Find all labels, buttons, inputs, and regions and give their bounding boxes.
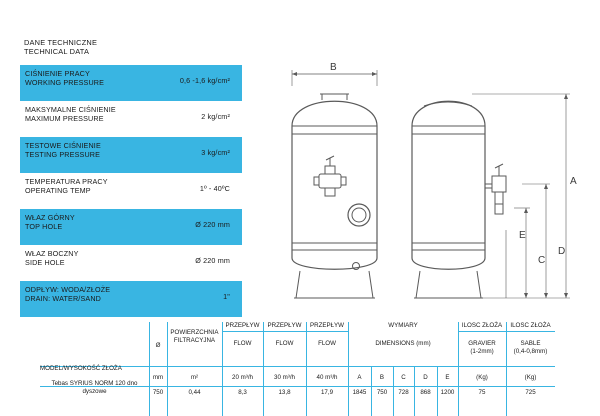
value-diameter: 750 — [152, 389, 164, 396]
value-flow3: 17,9 — [320, 389, 334, 396]
value-flow1: 8,3 — [238, 389, 247, 396]
spec-maximum-pressure — [20, 101, 242, 137]
value-sand: 725 — [525, 389, 536, 396]
model-name-line1: Tebas SYRIUS NORM 120 dno — [51, 380, 138, 387]
dimension-label-a: A — [570, 176, 577, 187]
spec-label-en: WORKING PRESSURE — [25, 78, 105, 87]
spec-list — [20, 65, 242, 317]
spec-value: 1º - 40ºC — [199, 184, 230, 193]
header-flow3-pl: PRZEPŁYW — [309, 322, 345, 329]
header-flow1-en: FLOW — [233, 340, 252, 347]
header-dimensions-en: DIMENSIONS (mm) — [375, 340, 431, 347]
value-dim-d: 868 — [420, 389, 431, 396]
dimension-lines — [472, 94, 570, 298]
header-sand-size: (0,4-0,8mm) — [513, 348, 548, 355]
spec-side-hole — [20, 245, 242, 281]
header-flow1-pl: PRZEPŁYW — [225, 322, 260, 329]
header-gravel: GRAVIER — [468, 340, 496, 347]
model-name-line2: dyszowe — [82, 388, 107, 395]
spec-label-pl: ODPŁYW: WODA/ZŁOŻE — [25, 285, 111, 294]
spec-value: 0,6 -1,6 kg/cm² — [179, 76, 230, 85]
unit-flow1: 20 m³/h — [232, 374, 253, 381]
header-filtration-surface: POWIERZCHNIA FILTRACYJNA — [170, 329, 219, 344]
spec-label-en: DRAIN: WATER/SAND — [25, 294, 102, 303]
dimension-label-b: B — [330, 62, 337, 73]
spec-value: Ø 220 mm — [195, 220, 230, 229]
title-polish: DANE TECHNICZNE — [24, 38, 98, 47]
dimension-label-d: D — [558, 246, 566, 257]
spec-label-pl: MAKSYMALNE CIŚNIENIE — [25, 105, 116, 114]
value-dim-a: 1845 — [352, 389, 367, 396]
spec-top-hole — [20, 209, 242, 245]
unit-dim-a: A — [357, 374, 362, 381]
spec-working-pressure — [20, 65, 242, 101]
spec-label-en: TESTING PRESSURE — [25, 150, 101, 159]
spec-label-pl: WŁAZ BOCZNY — [25, 249, 79, 258]
header-sand-quantity: ILOSC ZŁOŻA — [510, 322, 551, 329]
header-sand: SABLE — [520, 340, 541, 347]
side-view — [412, 101, 506, 298]
spec-value: 2 kg/cm² — [201, 112, 230, 121]
value-dim-e: 1200 — [440, 389, 455, 396]
unit-dim-e: E — [445, 374, 450, 381]
unit-dim-d: D — [423, 374, 428, 381]
unit-flow2: 30 m³/h — [274, 374, 295, 381]
spec-value: 1" — [223, 292, 230, 301]
unit-gravel: (Kg) — [476, 374, 488, 381]
unit-dim-c: C — [401, 374, 406, 381]
spec-label-en: SIDE HOLE — [25, 258, 65, 267]
spec-label-en: MAXIMUM PRESSURE — [25, 114, 104, 123]
header-diameter: Ø — [155, 342, 161, 349]
unit-dim-b: B — [379, 374, 385, 381]
spec-label-pl: CIŚNIENIE PRACY — [25, 69, 90, 78]
spec-testing-pressure — [20, 137, 242, 173]
row-label: MODEL/WYSOKOŚĆ ZŁOŻA — [40, 365, 122, 372]
spec-label-pl: WŁAZ GÓRNY — [25, 213, 75, 222]
header-gravel-quantity: ILOSC ZŁOŻA — [461, 322, 503, 329]
value-dim-c: 728 — [398, 389, 409, 396]
filter-technical-drawing — [274, 58, 594, 313]
model-name — [40, 380, 149, 396]
dimension-label-c: C — [538, 255, 546, 266]
header-flow2-pl: PRZEPŁYW — [267, 322, 302, 329]
header-flow3-en: FLOW — [318, 340, 336, 347]
unit-surface: m² — [190, 374, 199, 381]
unit-flow3: 40 m³/h — [316, 374, 338, 381]
value-surface: 0,44 — [188, 389, 201, 396]
front-view — [292, 70, 377, 298]
spec-label-pl: TEMPERATURA PRACY — [25, 177, 108, 186]
header-gravel-size: (1-2mm) — [470, 348, 494, 355]
spec-value: 3 kg/cm² — [201, 148, 230, 157]
title-english: TECHNICAL DATA — [24, 47, 90, 56]
spec-label-en: TOP HOLE — [25, 222, 63, 231]
spec-drain — [20, 281, 242, 317]
spec-label-pl: TESTOWE CIŚNIENIE — [25, 141, 101, 150]
header-dimensions-pl: WYMIARY — [388, 322, 418, 329]
value-dim-b: 750 — [376, 389, 388, 396]
value-gravel: 75 — [478, 389, 486, 396]
dimension-label-e: E — [519, 230, 526, 241]
unit-diameter: mm — [152, 374, 164, 381]
header-flow2-en: FLOW — [275, 340, 294, 347]
specifications-table — [40, 318, 555, 416]
spec-label-en: OPERATING TEMP — [25, 186, 91, 195]
value-flow2: 13,8 — [278, 389, 291, 396]
spec-operating-temp — [20, 173, 242, 209]
spec-value: Ø 220 mm — [195, 256, 230, 265]
unit-sand: (Kg) — [524, 374, 537, 381]
